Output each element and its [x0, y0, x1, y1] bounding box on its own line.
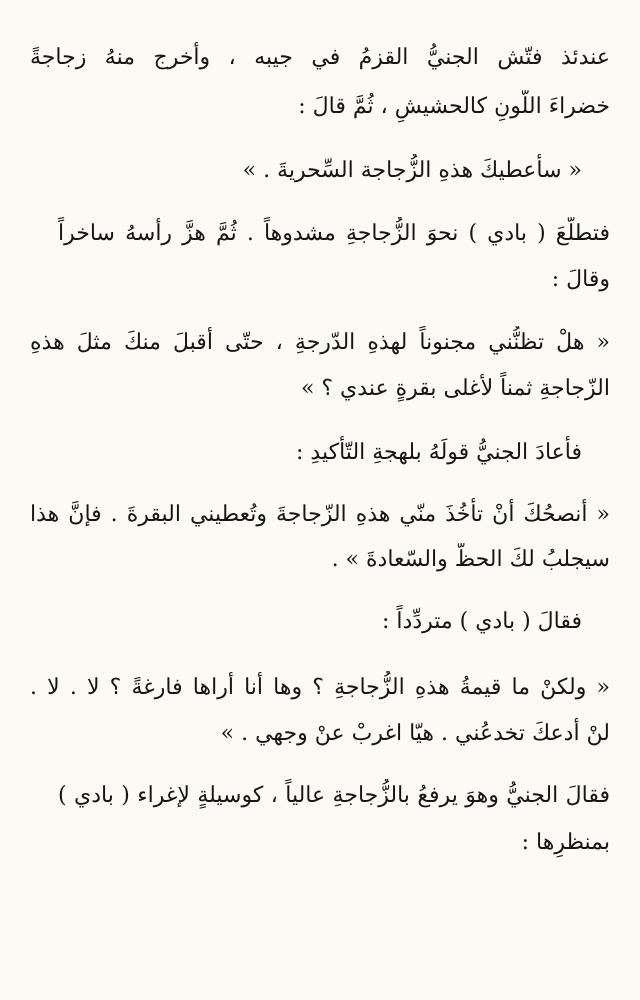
text-line: عندئذ فتّش الجنيُّ القزمُ في جيبه ، وأخرج منهُ زجاجةً — [30, 45, 610, 70]
text-line: خضراءَ اللّونِ كالحشيشِ ، ثُمَّ قالَ : — [298, 94, 610, 119]
text-line: وقالَ : — [551, 267, 610, 292]
text-line: « هلْ تظنُّني مجنوناً لهذهِ الدّرجةِ ، حتّى أقبلَ منكَ مثلَ هذهِ — [30, 330, 610, 355]
text-line: فتطلّعَ ( بادي ) نحوَ الزُّجاجةِ مشدوهاً . ثُمَّ هزَّ رأسهُ ساخراً — [58, 221, 610, 246]
text-line: سيجلبُ لكَ الحظَّ والسّعادةَ » . — [331, 547, 610, 572]
text-line: « سأُعطيكَ هذهِ الزُّجاجة السِّحريةَ . » — [242, 158, 582, 183]
text-line: « ولكنْ ما قيمةُ هذهِ الزُّجاجةِ ؟ وها أنا أراها فارغةً ؟ لا . لا . — [30, 675, 610, 700]
text-line: فأعادَ الجنيُّ قولَهُ بلهجةِ التّأكيدِ : — [296, 440, 582, 465]
text-line: بمنظرِها : — [521, 830, 610, 855]
text-line: لنْ أدعكَ تخدعُني . هيّا اغربْ عنْ وجهي . » — [220, 721, 610, 746]
text-line: فقالَ الجنيُّ وهوَ يرفعُ بالزُّجاجةِ عالياً ، كوسيلةٍ لإغراء ( بادي ) — [58, 783, 610, 808]
text-line: الزّجاجةِ ثمناً لأغلى بقرةٍ عندي ؟ » — [300, 376, 610, 401]
text-line: « أنصحُكَ أنْ تأخُذَ منّي هذهِ الزّجاجةَ وتُعطيني البقرةَ . فإنَّ هذا — [30, 502, 610, 527]
text-line: فقالَ ( بادي ) متردِّداً : — [382, 609, 582, 634]
